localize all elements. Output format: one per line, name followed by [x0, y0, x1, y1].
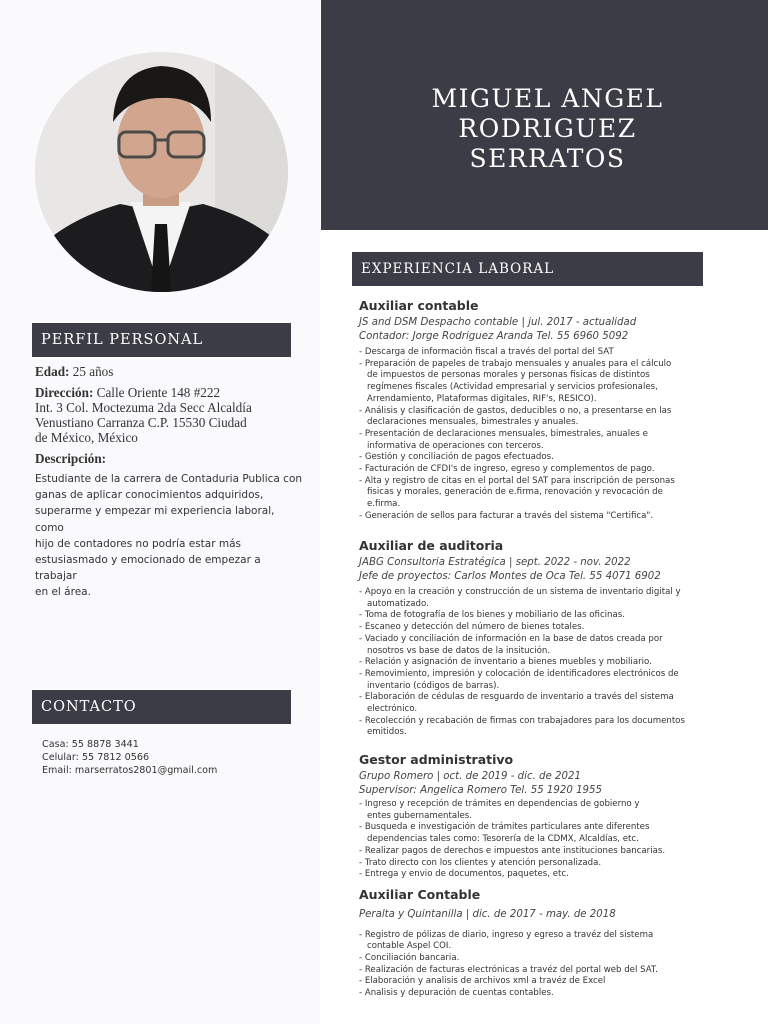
job-bullet-line: electrónico. [367, 704, 418, 715]
contact-email[interactable]: Email: marserratos2801@gmail.com [42, 765, 218, 776]
job-bullet [359, 822, 719, 845]
experiencia-heading: EXPERIENCIA LABORAL [352, 252, 703, 286]
job-bullet-line: declaraciones mensuales, bimestrales y anuales. [367, 417, 579, 428]
job-bullet-line: - Relación y asignación de inventario a bienes muebles y mobiliario. [359, 657, 652, 668]
contact-casa: Casa: 55 8878 3441 [42, 739, 139, 750]
job-bullet-line: - Conciliación bancaria. [359, 952, 460, 963]
job-bullet [359, 869, 719, 881]
job-meta-line: JS and DSM Despacho contable | jul. 2017 - actualidad [359, 317, 637, 328]
job-bullet-line: - Removimiento, impresión y colocación de identificadores electrónicos de [359, 668, 679, 679]
job-bullet-line: emitidos. [367, 727, 407, 738]
job-meta-line: Supervisor: Angelica Romero Tel. 55 1920 1955 [359, 784, 603, 796]
job-meta [359, 908, 719, 922]
direccion-line: Calle Oriente 148 #222 [96, 385, 221, 400]
job-bullet-line: inventario (códigos de barras). [367, 680, 500, 691]
job-meta [359, 316, 719, 343]
job-bullet [359, 930, 719, 953]
direccion-row [35, 385, 310, 445]
job-bullet [359, 634, 719, 657]
job-bullet-line: - Elaboración de cédulas de resguardo de inventario a través del sistema [359, 692, 674, 703]
job-bullet-line: - Analisis y depuración de cuentas contables. [359, 988, 554, 999]
job-entry [359, 887, 719, 1000]
job-meta [359, 556, 719, 583]
descripcion-line: ganas de aplicar conocimientos adquiridos, [35, 489, 264, 502]
job-meta-line: Contador: Jorge Rodriguez Aranda Tel. 55 6960 5092 [359, 330, 629, 342]
job-bullet-line: - Presentación de declaraciones mensuales, bimestrales, anuales e [359, 428, 648, 439]
job-bullet [359, 799, 719, 822]
job-bullet [359, 988, 719, 1000]
job-bullet-line: - Análisis y clasificación de gastos, deducibles o no, a presentarse en las [359, 405, 672, 416]
descripcion-line: Estudiante de la carrera de Contaduria Publica con [35, 473, 303, 485]
job-bullet-line: dependencias tales como: Tesorería de la CDMX, Alcaldías, etc. [367, 834, 639, 845]
job-bullet-line: - Alta y registro de citas en el portal del SAT para inscripción de personas [359, 475, 675, 486]
job-bullet-line: - Recolección y recabación de firmas con trabajadores para los documentos [359, 715, 685, 726]
job-bullets [359, 347, 719, 523]
descripcion-text [35, 471, 303, 601]
job-bullet-line: - Realizar pagos de derechos e impuestos ante instituciones bancarias. [359, 845, 666, 856]
job-bullet [359, 716, 719, 739]
job-bullet-line: - Ingreso y recepción de trámites en dependencias de gobierno y [359, 799, 640, 809]
job-bullet-line: - Apoyo en la creación y construcción de un sistema de inventario digital y [359, 587, 681, 597]
job-bullets [359, 587, 719, 739]
job-title: Gestor administrativo [359, 752, 514, 767]
job-entry [359, 752, 719, 881]
direccion-line: Venustiano Carranza C.P. 15530 Ciudad [35, 415, 247, 430]
job-bullet [359, 511, 719, 523]
name-line: RODRIGUEZ [458, 114, 637, 143]
edad-label: Edad: [35, 364, 70, 379]
job-bullet [359, 587, 719, 610]
job-bullet [359, 657, 719, 669]
direccion-line: de México, México [35, 430, 138, 445]
job-bullet-line: - Gestión y conciliación de pagos efectuados. [359, 452, 554, 463]
descripcion-line: en el área. [35, 586, 91, 599]
perfil-personal-heading: PERFIL PERSONAL [32, 323, 291, 357]
job-bullet-line: - Preparación de papeles de trabajo mensuales y anuales para el cálculo [359, 358, 672, 369]
contact-celular: Celular: 55 7812 0566 [42, 752, 150, 763]
job-bullet [359, 359, 719, 406]
job-bullets [359, 799, 719, 881]
job-bullet [359, 464, 719, 476]
job-bullet [359, 953, 719, 965]
name-line: MIGUEL ANGEL [431, 84, 664, 113]
descripcion-line: superarme y empezar mi experiencia laboral, como [35, 505, 275, 534]
profile-photo-image [35, 52, 288, 292]
job-bullet-line: entes gubernamentales. [367, 810, 472, 821]
job-bullet-line: - Elaboración y analisis de archivos xml a travéz de Excel [359, 976, 606, 987]
profile-photo [35, 52, 288, 292]
job-bullet-line: nosotros vs base de datos de la insitución. [367, 645, 551, 656]
job-bullet-line: - Registro de pólizas de diario, ingreso y egreso a travéz del sistema [359, 929, 654, 940]
job-bullet-line: - Generación de sellos para facturar a través del sistema "Certifica". [359, 510, 654, 521]
job-bullet-line: - Toma de fotografía de los bienes y mobiliario de las oficinas. [359, 610, 625, 621]
contacto-heading: CONTACTO [32, 690, 291, 724]
job-bullet-line: - Busqueda e investigación de trámites particulares ante diferentes [359, 822, 650, 833]
job-meta-line: JABG Consultoria Estratégica | sept. 2022 - nov. 2022 [359, 557, 631, 568]
job-meta [359, 770, 719, 797]
job-bullet-line: informativa de operaciones con terceros. [367, 440, 544, 451]
job-bullet [359, 347, 719, 359]
job-bullet-line: - Entrega y envio de documentos, paquetes, etc. [359, 869, 569, 880]
job-bullet [359, 406, 719, 429]
job-title: Auxiliar de auditoria [359, 538, 504, 553]
descripcion-line: hijo de contadores no podría estar más [35, 537, 242, 550]
job-bullet-line: regímenes fiscales (Actividad empresarial y servicios profesionales, [367, 382, 658, 393]
job-bullet [359, 858, 719, 870]
job-bullet-line: e.firma. [367, 499, 401, 510]
job-bullet-line: automatizado. [367, 598, 429, 609]
job-bullet-line: - Realización de facturas electrónicas a travéz del portal web del SAT. [359, 964, 658, 975]
job-bullet-line: contable Aspel COI. [367, 941, 452, 952]
job-bullets [359, 930, 719, 1000]
job-bullet [359, 846, 719, 858]
direccion-label: Dirección: [35, 385, 94, 400]
job-bullet-line: Arrendamiento, Plataformas digitales, RIF's, RESICO). [367, 393, 597, 404]
descripcion-label [35, 451, 310, 466]
job-bullet [359, 452, 719, 464]
job-bullet-line: fisicas y morales, generación de e.firma, renovación y revocación de [367, 487, 663, 498]
job-bullet-line: - Escaneo y detección del número de bienes totales. [359, 622, 585, 633]
job-entry [359, 298, 719, 523]
descripcion-label-text: Descripción: [35, 451, 107, 466]
edad-row [35, 364, 310, 379]
job-bullet [359, 622, 719, 634]
direccion-line: Int. 3 Col. Moctezuma 2da Secc Alcaldía [35, 400, 252, 415]
job-bullet-line: - Trato directo con los clientes y atención personalizada. [359, 857, 602, 868]
job-bullet [359, 692, 719, 715]
job-title: Auxiliar Contable [359, 887, 481, 902]
job-bullet [359, 965, 719, 977]
job-bullet-line: - Vaciado y conciliación de información en la base de datos creada por [359, 633, 663, 644]
job-bullet [359, 669, 719, 692]
job-bullet [359, 976, 719, 988]
job-bullet [359, 429, 719, 452]
job-bullet [359, 476, 719, 511]
job-bullet [359, 610, 719, 622]
job-bullet-line: de impuestos de personas morales y personas fisicas de distintos [367, 370, 650, 381]
job-bullet-line: - Facturación de CFDI's de ingreso, egreso y complementos de pago. [359, 464, 655, 475]
job-meta-line: Grupo Romero | oct. de 2019 - dic. de 2021 [359, 771, 581, 782]
descripcion-line: estusiasmado y emocionado de empezar a trabajar [35, 554, 261, 583]
job-entry [359, 538, 719, 739]
job-meta-line: Jefe de proyectos: Carlos Montes de Oca Tel. 55 4071 6902 [359, 570, 661, 582]
edad-value: 25 años [72, 364, 114, 379]
full-name [321, 84, 768, 174]
job-title: Auxiliar contable [359, 298, 479, 313]
job-bullet-line: - Descarga de información fiscal a través del portal del SAT [359, 347, 614, 357]
job-meta-line: Peralta y Quintanilla | dic. de 2017 - may. de 2018 [359, 909, 616, 920]
name-line: SERRATOS [469, 144, 626, 173]
